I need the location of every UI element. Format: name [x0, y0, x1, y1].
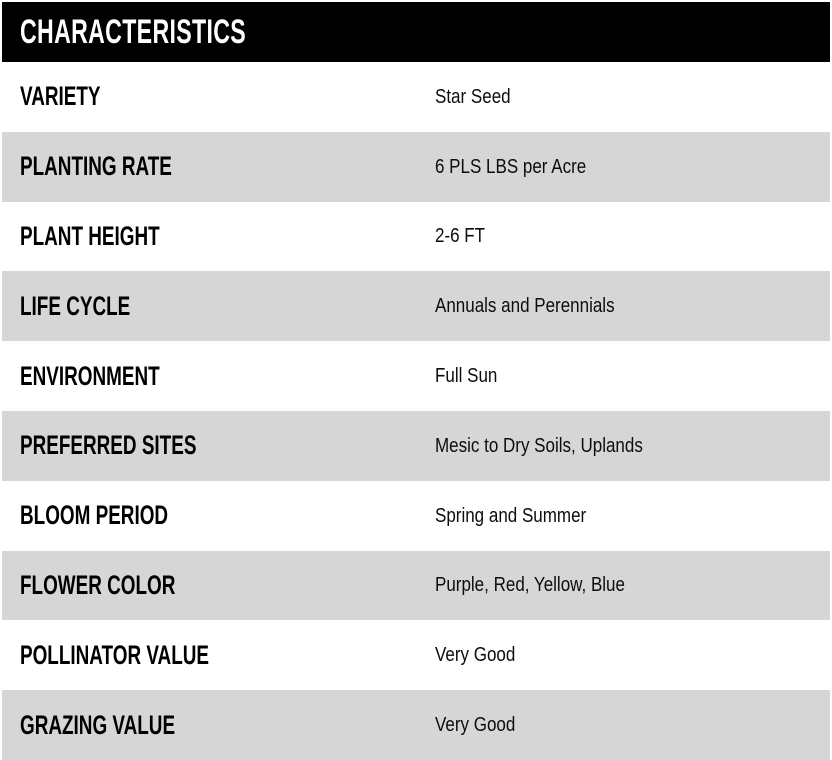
row-value-cell: [435, 365, 830, 387]
row-value-cell: [435, 225, 830, 247]
row-label-cell: [2, 639, 435, 670]
row-value: Very Good: [435, 714, 516, 737]
row-value: Full Sun: [435, 365, 498, 388]
row-label: PLANTING RATE: [20, 151, 172, 182]
table-row: [2, 551, 830, 621]
table-row: [2, 271, 830, 341]
row-label-cell: [2, 290, 435, 321]
table-row: [2, 132, 830, 202]
row-value: Star Seed: [435, 85, 511, 108]
table-row: [2, 690, 830, 760]
table-row: [2, 62, 830, 132]
row-value-cell: [435, 644, 830, 666]
table-title: CHARACTERISTICS: [20, 13, 247, 51]
row-label: POLLINATOR VALUE: [20, 639, 209, 670]
row-label: BLOOM PERIOD: [20, 500, 169, 531]
row-label-cell: [2, 83, 435, 110]
row-label-cell: [2, 569, 435, 600]
characteristics-table: [2, 2, 830, 760]
row-label: PREFERRED SITES: [20, 430, 197, 461]
row-value-cell: [435, 295, 830, 317]
table-row: [2, 620, 830, 690]
table-body: [2, 62, 830, 760]
row-value-cell: [435, 714, 830, 736]
row-value: Mesic to Dry Soils, Uplands: [435, 434, 643, 457]
row-label-cell: [2, 220, 435, 251]
row-value-cell: [435, 435, 830, 457]
table-row: [2, 202, 830, 272]
row-label: LIFE CYCLE: [20, 290, 131, 321]
row-label-cell: [2, 502, 435, 529]
row-value: Very Good: [435, 644, 516, 667]
row-value: Annuals and Perennials: [435, 295, 615, 318]
table-row: [2, 481, 830, 551]
row-label-cell: [2, 360, 435, 391]
row-value: Spring and Summer: [435, 504, 587, 527]
row-label-cell: [2, 432, 435, 459]
row-label: PLANT HEIGHT: [20, 220, 160, 251]
table-row: [2, 411, 830, 481]
row-value: 2-6 FT: [435, 225, 486, 248]
row-value-cell: [435, 505, 830, 527]
row-label: VARIETY: [20, 81, 101, 112]
row-label: ENVIRONMENT: [20, 360, 160, 391]
row-value-cell: [435, 86, 830, 108]
row-value: 6 PLS LBS per Acre: [435, 155, 587, 178]
row-value: Purple, Red, Yellow, Blue: [435, 574, 625, 597]
row-value-cell: [435, 156, 830, 178]
row-value-cell: [435, 574, 830, 596]
row-label-cell: [2, 709, 435, 740]
row-label: GRAZING VALUE: [20, 709, 176, 740]
row-label: FLOWER COLOR: [20, 569, 176, 600]
table-row: [2, 341, 830, 411]
table-header: [2, 2, 830, 62]
row-label-cell: [2, 153, 435, 180]
